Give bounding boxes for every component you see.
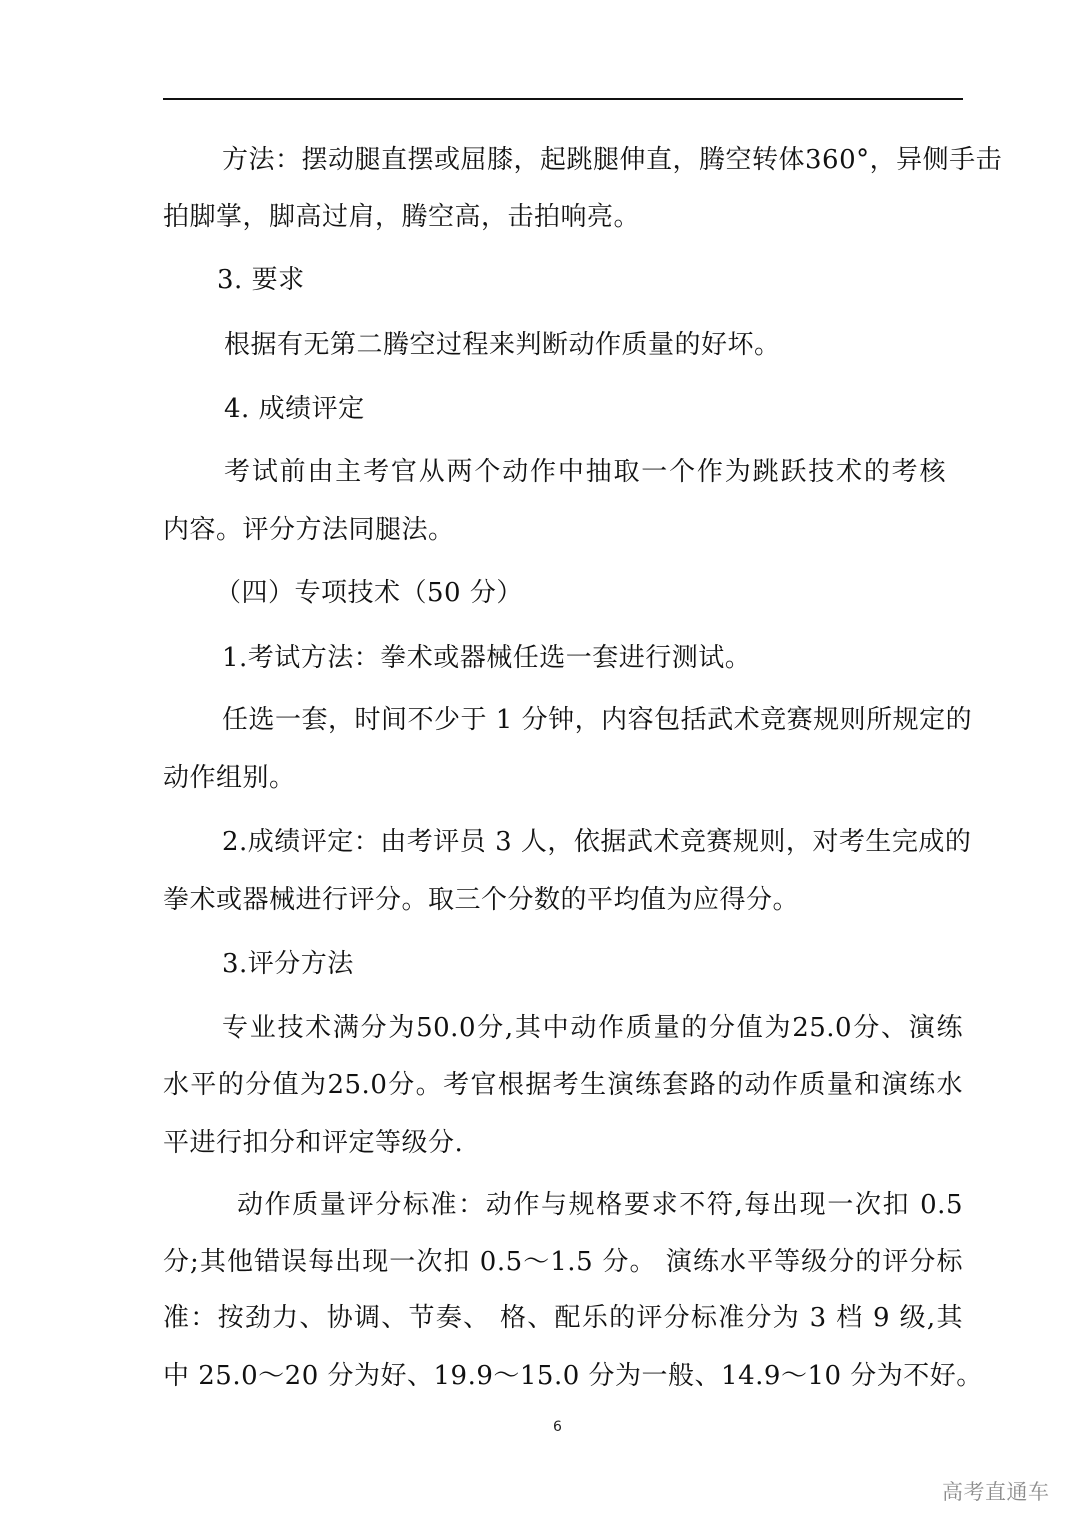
scoring-paragraph-line-1: 2.成绩评定：由考评员 3 人，依据武术竞赛规则，对考生完成的 xyxy=(222,827,972,857)
page-number: 6 xyxy=(553,1419,562,1435)
grading-paragraph-line-2: 内容。评分方法同腿法。 xyxy=(163,515,455,545)
quality-paragraph-line-1: 动作质量评分标准：动作与规格要求不符,每出现一次扣 0.5 xyxy=(237,1190,963,1220)
full-score-paragraph-line-2: 水平的分值为25.0分。考官根据考生演练套路的动作质量和演练水 xyxy=(163,1070,963,1100)
watermark-text: 高考直通车 xyxy=(942,1480,1050,1504)
requirement-text: 根据有无第二腾空过程来判断动作质量的好坏。 xyxy=(224,330,781,360)
quality-paragraph-line-4: 中 25.0～20 分为好、19.9～15.0 分为一般、14.9～10 分为不好。 xyxy=(163,1361,983,1391)
method-paragraph-line-2: 拍脚掌，脚高过肩，腾空高，击拍响亮。 xyxy=(163,202,641,232)
header-rule xyxy=(163,98,963,100)
grading-heading: 4. 成绩评定 xyxy=(224,394,365,424)
quality-paragraph-line-3: 准：按劲力、协调、节奏、 格、配乐的评分标准分为 3 档 9 级,其 xyxy=(163,1303,963,1333)
exam-method-line: 1.考试方法：拳术或器械任选一套进行测试。 xyxy=(222,643,752,673)
method-paragraph-line-1: 方法：摆动腿直摆或屈膝，起跳腿伸直，腾空转体360°，异侧手击 xyxy=(222,145,1003,175)
requirement-heading: 3. 要求 xyxy=(217,265,305,295)
grading-paragraph-line-1: 考试前由主考官从两个动作中抽取一个作为跳跃技术的考核 xyxy=(224,457,946,487)
section-four-heading: （四）专项技术（50 分） xyxy=(215,578,523,608)
scoring-method-heading: 3.评分方法 xyxy=(222,949,354,979)
routine-paragraph-line-1: 任选一套，时间不少于 1 分钟，内容包括武术竞赛规则所规定的 xyxy=(222,705,973,735)
scoring-paragraph-line-2: 拳术或器械进行评分。取三个分数的平均值为应得分。 xyxy=(163,885,800,915)
full-score-paragraph-line-3: 平进行扣分和评定等级分. xyxy=(163,1128,464,1158)
full-score-paragraph-line-1: 专业技术满分为50.0分,其中动作质量的分值为25.0分、演练 xyxy=(222,1013,963,1043)
routine-paragraph-line-2: 动作组别。 xyxy=(163,763,296,793)
quality-paragraph-line-2: 分;其他错误每出现一次扣 0.5～1.5 分。 演练水平等级分的评分标 xyxy=(163,1247,963,1277)
